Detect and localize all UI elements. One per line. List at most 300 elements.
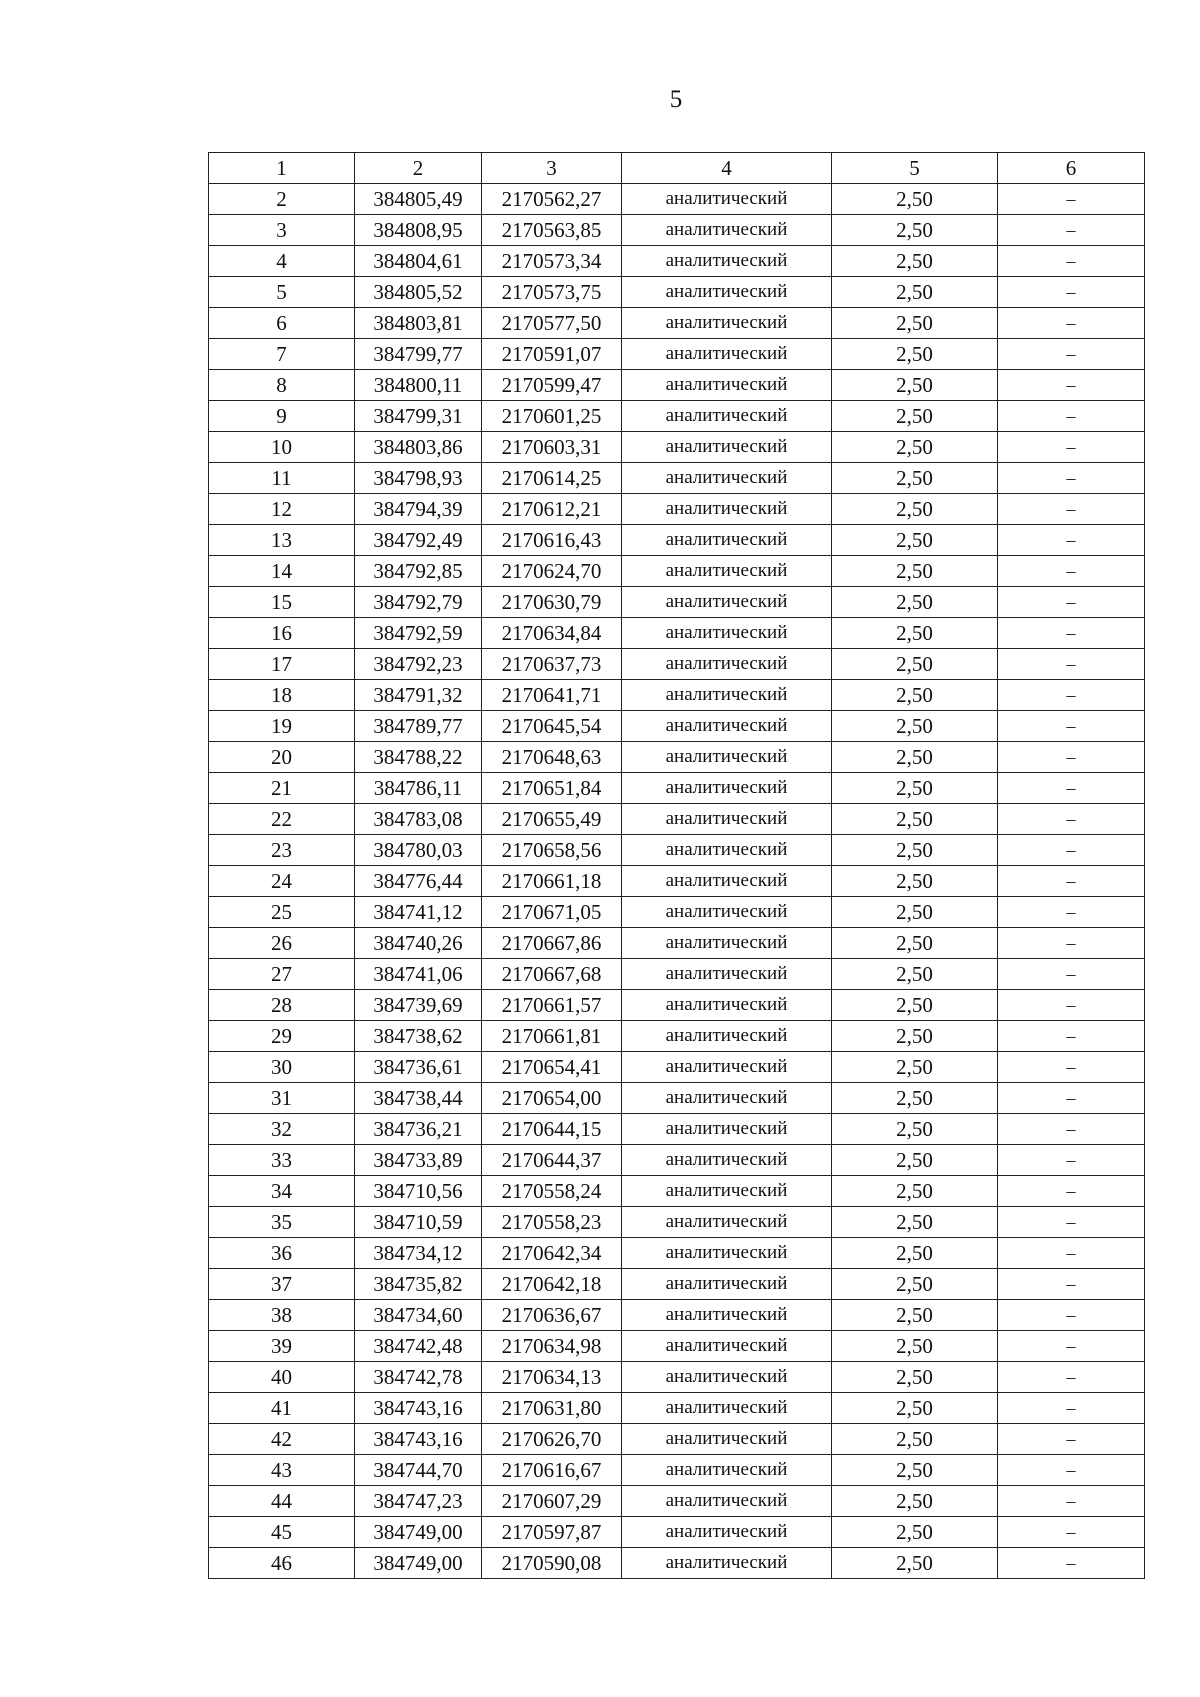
coordinate-y-cell: 2170642,34 (482, 1238, 622, 1269)
method-cell: аналитический (622, 308, 832, 339)
coordinate-x-cell: 384804,61 (355, 246, 482, 277)
accuracy-cell: 2,50 (832, 1300, 998, 1331)
coordinate-y-cell: 2170573,34 (482, 246, 622, 277)
coordinate-y-cell: 2170644,15 (482, 1114, 622, 1145)
point-number-cell: 9 (209, 401, 355, 432)
point-number-cell: 19 (209, 711, 355, 742)
table-row (209, 463, 1145, 494)
accuracy-cell: 2,50 (832, 1424, 998, 1455)
table-row (209, 742, 1145, 773)
method-cell: аналитический (622, 1052, 832, 1083)
accuracy-cell: 2,50 (832, 215, 998, 246)
coordinate-x-cell: 384776,44 (355, 866, 482, 897)
accuracy-cell: 2,50 (832, 556, 998, 587)
table-row (209, 432, 1145, 463)
coordinate-y-cell: 2170601,25 (482, 401, 622, 432)
note-cell: – (998, 649, 1145, 680)
table-row (209, 990, 1145, 1021)
coordinate-y-cell: 2170607,29 (482, 1486, 622, 1517)
coordinate-x-cell: 384738,44 (355, 1083, 482, 1114)
table-header-row (209, 153, 1145, 184)
coordinate-x-cell: 384791,32 (355, 680, 482, 711)
point-number-cell: 2 (209, 184, 355, 215)
accuracy-cell: 2,50 (832, 587, 998, 618)
coordinate-x-cell: 384803,81 (355, 308, 482, 339)
coordinate-y-cell: 2170603,31 (482, 432, 622, 463)
point-number-cell: 18 (209, 680, 355, 711)
accuracy-cell: 2,50 (832, 401, 998, 432)
coordinate-y-cell: 2170641,71 (482, 680, 622, 711)
point-number-cell: 31 (209, 1083, 355, 1114)
note-cell: – (998, 990, 1145, 1021)
column-header-2: 2 (355, 153, 482, 184)
note-cell: – (998, 618, 1145, 649)
table-row (209, 897, 1145, 928)
method-cell: аналитический (622, 556, 832, 587)
method-cell: аналитический (622, 1083, 832, 1114)
method-cell: аналитический (622, 1455, 832, 1486)
coordinate-y-cell: 2170630,79 (482, 587, 622, 618)
table-row (209, 556, 1145, 587)
point-number-cell: 7 (209, 339, 355, 370)
point-number-cell: 25 (209, 897, 355, 928)
coordinate-y-cell: 2170577,50 (482, 308, 622, 339)
accuracy-cell: 2,50 (832, 897, 998, 928)
point-number-cell: 20 (209, 742, 355, 773)
coordinate-y-cell: 2170573,75 (482, 277, 622, 308)
note-cell: – (998, 1176, 1145, 1207)
method-cell: аналитический (622, 370, 832, 401)
table-row (209, 866, 1145, 897)
method-cell: аналитический (622, 215, 832, 246)
accuracy-cell: 2,50 (832, 370, 998, 401)
coordinate-y-cell: 2170563,85 (482, 215, 622, 246)
method-cell: аналитический (622, 1021, 832, 1052)
table-row (209, 587, 1145, 618)
point-number-cell: 45 (209, 1517, 355, 1548)
method-cell: аналитический (622, 1114, 832, 1145)
table-row (209, 1548, 1145, 1579)
table-row (209, 959, 1145, 990)
table-row (209, 1238, 1145, 1269)
accuracy-cell: 2,50 (832, 1176, 998, 1207)
method-cell: аналитический (622, 928, 832, 959)
method-cell: аналитический (622, 1145, 832, 1176)
table-row (209, 773, 1145, 804)
note-cell: – (998, 773, 1145, 804)
point-number-cell: 6 (209, 308, 355, 339)
method-cell: аналитический (622, 1548, 832, 1579)
accuracy-cell: 2,50 (832, 1207, 998, 1238)
note-cell: – (998, 587, 1145, 618)
note-cell: – (998, 432, 1145, 463)
coordinate-x-cell: 384808,95 (355, 215, 482, 246)
point-number-cell: 42 (209, 1424, 355, 1455)
coordinate-x-cell: 384710,56 (355, 1176, 482, 1207)
table-row (209, 184, 1145, 215)
method-cell: аналитический (622, 1393, 832, 1424)
point-number-cell: 4 (209, 246, 355, 277)
point-number-cell: 41 (209, 1393, 355, 1424)
note-cell: – (998, 1300, 1145, 1331)
point-number-cell: 34 (209, 1176, 355, 1207)
coordinate-y-cell: 2170616,67 (482, 1455, 622, 1486)
coordinate-x-cell: 384734,60 (355, 1300, 482, 1331)
coordinate-x-cell: 384742,78 (355, 1362, 482, 1393)
accuracy-cell: 2,50 (832, 928, 998, 959)
accuracy-cell: 2,50 (832, 680, 998, 711)
method-cell: аналитический (622, 494, 832, 525)
point-number-cell: 43 (209, 1455, 355, 1486)
point-number-cell: 27 (209, 959, 355, 990)
accuracy-cell: 2,50 (832, 1269, 998, 1300)
point-number-cell: 32 (209, 1114, 355, 1145)
accuracy-cell: 2,50 (832, 990, 998, 1021)
method-cell: аналитический (622, 804, 832, 835)
note-cell: – (998, 1145, 1145, 1176)
method-cell: аналитический (622, 246, 832, 277)
accuracy-cell: 2,50 (832, 1455, 998, 1486)
coordinate-x-cell: 384780,03 (355, 835, 482, 866)
point-number-cell: 11 (209, 463, 355, 494)
coordinate-x-cell: 384741,12 (355, 897, 482, 928)
table-row (209, 1517, 1145, 1548)
coordinate-y-cell: 2170655,49 (482, 804, 622, 835)
note-cell: – (998, 1486, 1145, 1517)
coordinate-y-cell: 2170614,25 (482, 463, 622, 494)
table-row (209, 1424, 1145, 1455)
table-row (209, 1083, 1145, 1114)
note-cell: – (998, 1548, 1145, 1579)
point-number-cell: 21 (209, 773, 355, 804)
coordinate-y-cell: 2170644,37 (482, 1145, 622, 1176)
coordinate-y-cell: 2170654,41 (482, 1052, 622, 1083)
note-cell: – (998, 1393, 1145, 1424)
table-row (209, 1114, 1145, 1145)
coordinate-x-cell: 384799,31 (355, 401, 482, 432)
table-row (209, 1455, 1145, 1486)
table-row (209, 339, 1145, 370)
method-cell: аналитический (622, 339, 832, 370)
coordinate-x-cell: 384741,06 (355, 959, 482, 990)
accuracy-cell: 2,50 (832, 184, 998, 215)
note-cell: – (998, 1424, 1145, 1455)
table-row (209, 494, 1145, 525)
note-cell: – (998, 246, 1145, 277)
point-number-cell: 3 (209, 215, 355, 246)
table-row (209, 1331, 1145, 1362)
coordinate-y-cell: 2170590,08 (482, 1548, 622, 1579)
note-cell: – (998, 1238, 1145, 1269)
accuracy-cell: 2,50 (832, 1145, 998, 1176)
coordinate-x-cell: 384735,82 (355, 1269, 482, 1300)
note-cell: – (998, 215, 1145, 246)
column-header-3: 3 (482, 153, 622, 184)
note-cell: – (998, 1362, 1145, 1393)
accuracy-cell: 2,50 (832, 742, 998, 773)
accuracy-cell: 2,50 (832, 1548, 998, 1579)
note-cell: – (998, 1455, 1145, 1486)
coordinate-y-cell: 2170671,05 (482, 897, 622, 928)
table-row (209, 1362, 1145, 1393)
coordinate-y-cell: 2170637,73 (482, 649, 622, 680)
coordinate-x-cell: 384792,59 (355, 618, 482, 649)
accuracy-cell: 2,50 (832, 463, 998, 494)
coordinate-x-cell: 384792,49 (355, 525, 482, 556)
accuracy-cell: 2,50 (832, 1052, 998, 1083)
method-cell: аналитический (622, 711, 832, 742)
coordinate-x-cell: 384736,21 (355, 1114, 482, 1145)
point-number-cell: 17 (209, 649, 355, 680)
column-header-6: 6 (998, 153, 1145, 184)
method-cell: аналитический (622, 835, 832, 866)
method-cell: аналитический (622, 1331, 832, 1362)
note-cell: – (998, 1083, 1145, 1114)
coordinate-y-cell: 2170661,57 (482, 990, 622, 1021)
coordinate-y-cell: 2170645,54 (482, 711, 622, 742)
method-cell: аналитический (622, 649, 832, 680)
accuracy-cell: 2,50 (832, 1517, 998, 1548)
table-row (209, 1486, 1145, 1517)
note-cell: – (998, 928, 1145, 959)
table-row (209, 711, 1145, 742)
coordinate-x-cell: 384805,52 (355, 277, 482, 308)
coordinate-x-cell: 384800,11 (355, 370, 482, 401)
note-cell: – (998, 308, 1145, 339)
coordinate-x-cell: 384734,12 (355, 1238, 482, 1269)
coordinate-x-cell: 384799,77 (355, 339, 482, 370)
accuracy-cell: 2,50 (832, 308, 998, 339)
note-cell: – (998, 463, 1145, 494)
coordinate-x-cell: 384710,59 (355, 1207, 482, 1238)
coordinate-y-cell: 2170634,84 (482, 618, 622, 649)
coordinate-x-cell: 384792,85 (355, 556, 482, 587)
method-cell: аналитический (622, 463, 832, 494)
coordinate-y-cell: 2170642,18 (482, 1269, 622, 1300)
method-cell: аналитический (622, 866, 832, 897)
method-cell: аналитический (622, 773, 832, 804)
note-cell: – (998, 897, 1145, 928)
point-number-cell: 38 (209, 1300, 355, 1331)
coordinate-x-cell: 384743,16 (355, 1393, 482, 1424)
accuracy-cell: 2,50 (832, 1021, 998, 1052)
table-row (209, 804, 1145, 835)
column-header-5: 5 (832, 153, 998, 184)
accuracy-cell: 2,50 (832, 1486, 998, 1517)
coordinate-y-cell: 2170612,21 (482, 494, 622, 525)
coordinate-x-cell: 384736,61 (355, 1052, 482, 1083)
point-number-cell: 24 (209, 866, 355, 897)
point-number-cell: 35 (209, 1207, 355, 1238)
table-row (209, 1021, 1145, 1052)
note-cell: – (998, 835, 1145, 866)
coordinate-y-cell: 2170661,18 (482, 866, 622, 897)
table-row (209, 370, 1145, 401)
table-row (209, 1300, 1145, 1331)
note-cell: – (998, 184, 1145, 215)
accuracy-cell: 2,50 (832, 866, 998, 897)
accuracy-cell: 2,50 (832, 959, 998, 990)
point-number-cell: 16 (209, 618, 355, 649)
note-cell: – (998, 494, 1145, 525)
accuracy-cell: 2,50 (832, 525, 998, 556)
point-number-cell: 46 (209, 1548, 355, 1579)
table-row (209, 928, 1145, 959)
coordinate-x-cell: 384789,77 (355, 711, 482, 742)
coordinate-x-cell: 384805,49 (355, 184, 482, 215)
method-cell: аналитический (622, 1424, 832, 1455)
note-cell: – (998, 277, 1145, 308)
coordinate-y-cell: 2170634,98 (482, 1331, 622, 1362)
accuracy-cell: 2,50 (832, 804, 998, 835)
table-row (209, 835, 1145, 866)
coordinate-y-cell: 2170626,70 (482, 1424, 622, 1455)
coordinate-x-cell: 384803,86 (355, 432, 482, 463)
coordinate-x-cell: 384749,00 (355, 1548, 482, 1579)
accuracy-cell: 2,50 (832, 432, 998, 463)
point-number-cell: 36 (209, 1238, 355, 1269)
point-number-cell: 23 (209, 835, 355, 866)
method-cell: аналитический (622, 1300, 832, 1331)
note-cell: – (998, 866, 1145, 897)
point-number-cell: 37 (209, 1269, 355, 1300)
note-cell: – (998, 1052, 1145, 1083)
coordinate-x-cell: 384740,26 (355, 928, 482, 959)
note-cell: – (998, 1331, 1145, 1362)
accuracy-cell: 2,50 (832, 835, 998, 866)
note-cell: – (998, 1517, 1145, 1548)
note-cell: – (998, 711, 1145, 742)
note-cell: – (998, 680, 1145, 711)
method-cell: аналитический (622, 618, 832, 649)
table-row (209, 401, 1145, 432)
method-cell: аналитический (622, 897, 832, 928)
note-cell: – (998, 556, 1145, 587)
method-cell: аналитический (622, 1238, 832, 1269)
coordinate-y-cell: 2170599,47 (482, 370, 622, 401)
accuracy-cell: 2,50 (832, 246, 998, 277)
method-cell: аналитический (622, 959, 832, 990)
method-cell: аналитический (622, 680, 832, 711)
method-cell: аналитический (622, 525, 832, 556)
accuracy-cell: 2,50 (832, 1114, 998, 1145)
point-number-cell: 39 (209, 1331, 355, 1362)
method-cell: аналитический (622, 1517, 832, 1548)
coordinate-x-cell: 384788,22 (355, 742, 482, 773)
accuracy-cell: 2,50 (832, 494, 998, 525)
coordinate-y-cell: 2170636,67 (482, 1300, 622, 1331)
coordinate-x-cell: 384739,69 (355, 990, 482, 1021)
method-cell: аналитический (622, 1176, 832, 1207)
point-number-cell: 26 (209, 928, 355, 959)
point-number-cell: 13 (209, 525, 355, 556)
note-cell: – (998, 1114, 1145, 1145)
coordinate-y-cell: 2170654,00 (482, 1083, 622, 1114)
note-cell: – (998, 742, 1145, 773)
table-row (209, 649, 1145, 680)
coordinate-y-cell: 2170667,68 (482, 959, 622, 990)
point-number-cell: 22 (209, 804, 355, 835)
coordinate-y-cell: 2170591,07 (482, 339, 622, 370)
coordinates-table (208, 152, 1145, 1579)
point-number-cell: 8 (209, 370, 355, 401)
accuracy-cell: 2,50 (832, 1362, 998, 1393)
column-header-1: 1 (209, 153, 355, 184)
accuracy-cell: 2,50 (832, 1393, 998, 1424)
accuracy-cell: 2,50 (832, 649, 998, 680)
coordinate-y-cell: 2170667,86 (482, 928, 622, 959)
point-number-cell: 40 (209, 1362, 355, 1393)
accuracy-cell: 2,50 (832, 711, 998, 742)
note-cell: – (998, 401, 1145, 432)
table-row (209, 246, 1145, 277)
point-number-cell: 12 (209, 494, 355, 525)
point-number-cell: 10 (209, 432, 355, 463)
method-cell: аналитический (622, 432, 832, 463)
coordinate-x-cell: 384738,62 (355, 1021, 482, 1052)
coordinate-y-cell: 2170658,56 (482, 835, 622, 866)
method-cell: аналитический (622, 990, 832, 1021)
note-cell: – (998, 1207, 1145, 1238)
accuracy-cell: 2,50 (832, 339, 998, 370)
accuracy-cell: 2,50 (832, 1331, 998, 1362)
accuracy-cell: 2,50 (832, 618, 998, 649)
table-row (209, 1145, 1145, 1176)
method-cell: аналитический (622, 277, 832, 308)
note-cell: – (998, 804, 1145, 835)
note-cell: – (998, 525, 1145, 556)
method-cell: аналитический (622, 1269, 832, 1300)
coordinate-y-cell: 2170648,63 (482, 742, 622, 773)
accuracy-cell: 2,50 (832, 1083, 998, 1114)
table-row (209, 277, 1145, 308)
coordinate-x-cell: 384744,70 (355, 1455, 482, 1486)
table-row (209, 525, 1145, 556)
column-header-4: 4 (622, 153, 832, 184)
point-number-cell: 33 (209, 1145, 355, 1176)
table-row (209, 618, 1145, 649)
coordinate-x-cell: 384742,48 (355, 1331, 482, 1362)
coordinate-x-cell: 384743,16 (355, 1424, 482, 1455)
method-cell: аналитический (622, 401, 832, 432)
table-row (209, 1207, 1145, 1238)
point-number-cell: 30 (209, 1052, 355, 1083)
table-row (209, 215, 1145, 246)
note-cell: – (998, 1021, 1145, 1052)
accuracy-cell: 2,50 (832, 1238, 998, 1269)
coordinate-y-cell: 2170631,80 (482, 1393, 622, 1424)
note-cell: – (998, 339, 1145, 370)
point-number-cell: 29 (209, 1021, 355, 1052)
coordinate-y-cell: 2170624,70 (482, 556, 622, 587)
coordinate-x-cell: 384747,23 (355, 1486, 482, 1517)
accuracy-cell: 2,50 (832, 277, 998, 308)
coordinate-x-cell: 384786,11 (355, 773, 482, 804)
coordinate-x-cell: 384749,00 (355, 1517, 482, 1548)
page-number: 5 (669, 86, 683, 113)
coordinate-y-cell: 2170558,24 (482, 1176, 622, 1207)
method-cell: аналитический (622, 184, 832, 215)
coordinate-x-cell: 384792,79 (355, 587, 482, 618)
method-cell: аналитический (622, 1362, 832, 1393)
method-cell: аналитический (622, 1207, 832, 1238)
note-cell: – (998, 1269, 1145, 1300)
coordinate-y-cell: 2170661,81 (482, 1021, 622, 1052)
coordinate-x-cell: 384794,39 (355, 494, 482, 525)
coordinate-x-cell: 384733,89 (355, 1145, 482, 1176)
coordinate-y-cell: 2170597,87 (482, 1517, 622, 1548)
point-number-cell: 15 (209, 587, 355, 618)
